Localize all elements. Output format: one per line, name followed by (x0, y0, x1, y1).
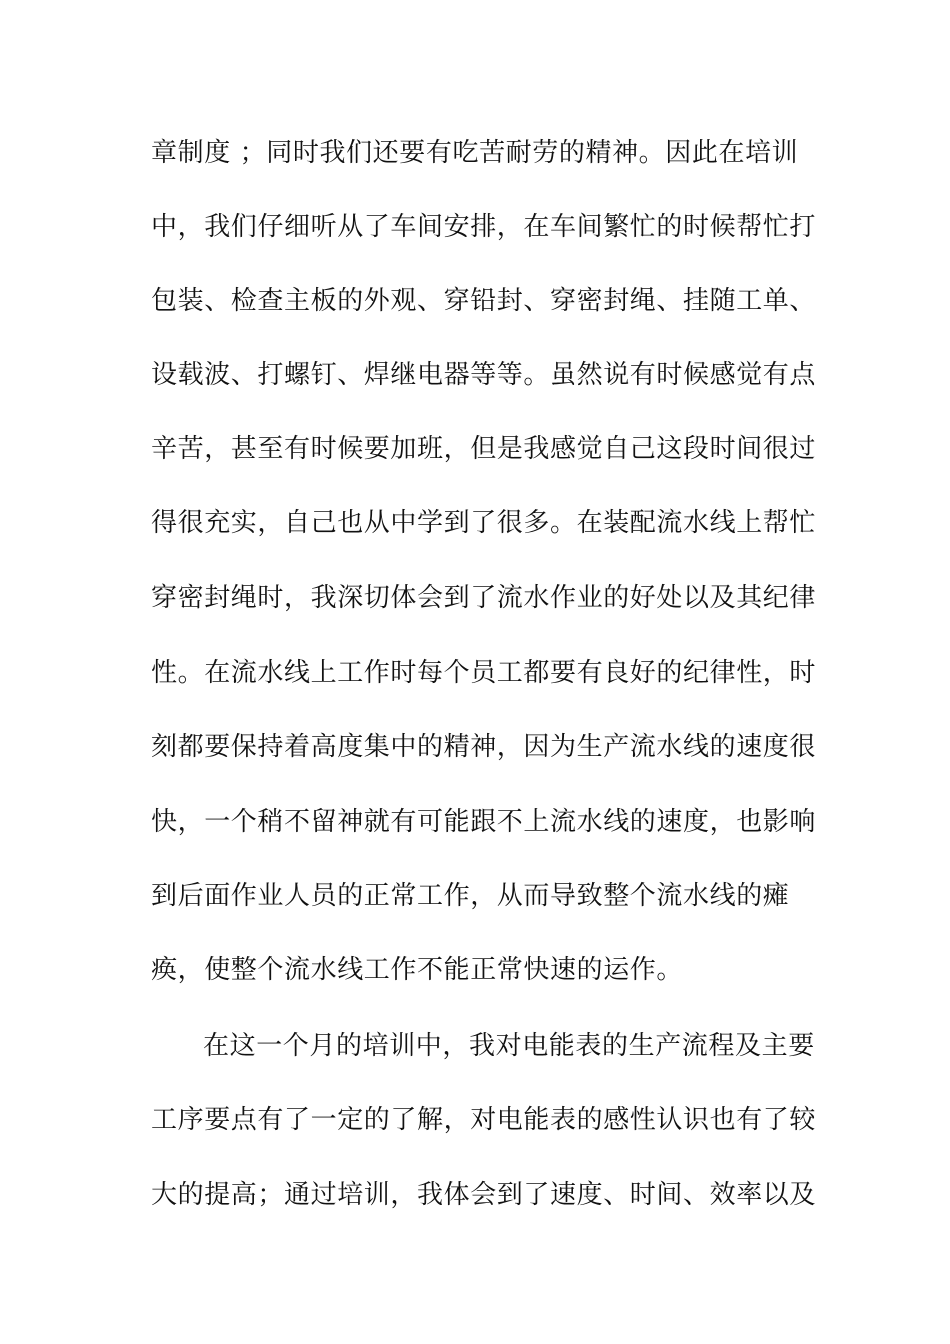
paragraph-line: 设载波、打螺钉、焊继电器等等。虽然说有时候感觉有点 (151, 360, 817, 390)
paragraph-line: 快，一个稍不留神就有可能跟不上流水线的速度，也影响 (151, 807, 817, 837)
paragraph-line: 包装、检查主板的外观、穿铅封、穿密封绳、挂随工单、 (151, 286, 817, 316)
paragraph-first-line: 在这一个月的培训中，我对电能表的生产流程及主要 (203, 1031, 815, 1061)
paragraph-line: 性。在流水线上工作时每个员工都要有良好的纪律性，时 (151, 658, 817, 688)
paragraph-line: 大的提高；通过培训，我体会到了速度、时间、效率以及 (151, 1180, 817, 1210)
paragraph-line: 到后面作业人员的正常工作，从而导致整个流水线的瘫 (151, 881, 790, 911)
paragraph-line: 辛苦，甚至有时候要加班，但是我感觉自己这段时间很过 (151, 434, 817, 464)
paragraph-line: 穿密封绳时，我深切体会到了流水作业的好处以及其纪律 (151, 583, 817, 613)
paragraph-line: 得很充实，自己也从中学到了很多。在装配流水线上帮忙 (151, 508, 817, 538)
paragraph-line: 工序要点有了一定的了解，对电能表的感性认识也有了较 (151, 1105, 817, 1135)
paragraph-line: 痪，使整个流水线工作不能正常快速的运作。 (151, 955, 684, 985)
paragraph-line: 章制度 ；同时我们还要有吃苦耐劳的精神。因此在培训 (151, 138, 799, 168)
paragraph-line: 中，我们仔细听从了车间安排，在车间繁忙的时候帮忙打 (151, 212, 817, 242)
paragraph-line: 刻都要保持着高度集中的精神，因为生产流水线的速度很 (151, 732, 817, 762)
